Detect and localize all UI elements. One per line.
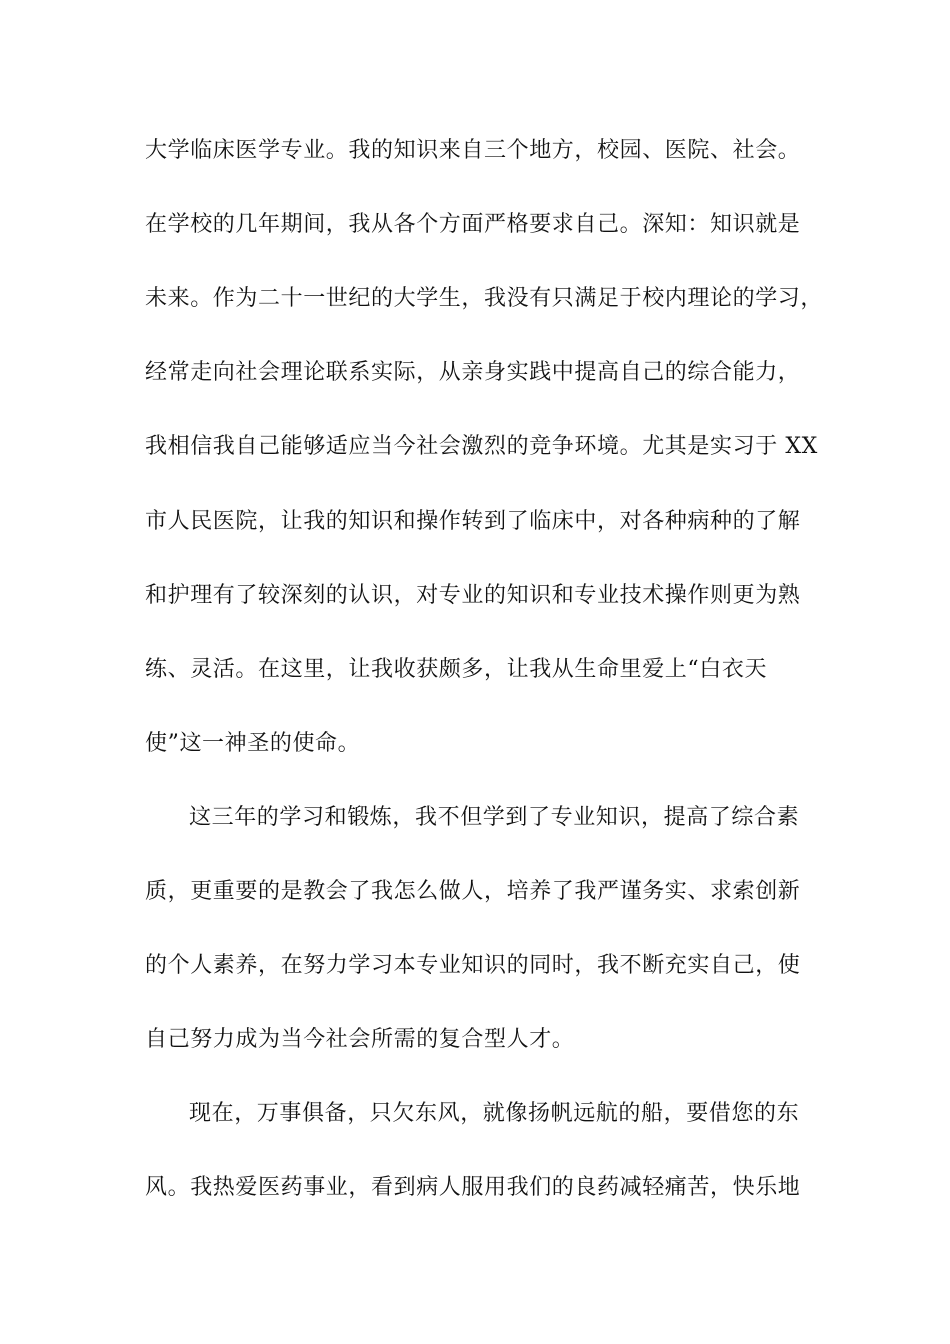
text-line: 大学临床医学专业。我的知识来自三个地方，校园、医院、社会。 (145, 138, 801, 163)
text-line: 经常走向社会理论联系实际，从亲身实践中提高自己的综合能力， (145, 360, 801, 385)
text-line: 的个人素养，在努力学习本专业知识的同时，我不断充实自己，使 (145, 953, 801, 978)
text-line: 使”这一神圣的使命。 (145, 731, 361, 756)
text-line: 市人民医院，让我的知识和操作转到了临床中，对各种病种的了解 (145, 509, 801, 534)
text-line: 自己努力成为当今社会所需的复合型人才。 (145, 1027, 575, 1052)
text-line: 我相信我自己能够适应当今社会激烈的竞争环境。尤其是实习于 XX (145, 434, 818, 459)
paragraph-first-line: 现在，万事俱备，只欠东风，就像扬帆远航的船，要借您的东 (189, 1101, 800, 1126)
text-line: 在学校的几年期间，我从各个方面严格要求自己。深知：知识就是 (145, 212, 801, 237)
text-line: 未来。作为二十一世纪的大学生，我没有只满足于校内理论的学习， (145, 286, 824, 311)
paragraph-first-line: 这三年的学习和锻炼，我不但学到了专业知识，提高了综合素 (189, 805, 800, 830)
text-line: 和护理有了较深刻的认识，对专业的知识和专业技术操作则更为熟 (145, 583, 801, 608)
text-line: 风。我热爱医药事业，看到病人服用我们的良药减轻痛苦，快乐地 (145, 1175, 801, 1200)
text-line: 练、灵活。在这里，让我收获颇多，让我从生命里爱上“白衣天 (145, 657, 768, 682)
text-line: 质，更重要的是教会了我怎么做人，培养了我严谨务实、求索创新 (145, 879, 801, 904)
